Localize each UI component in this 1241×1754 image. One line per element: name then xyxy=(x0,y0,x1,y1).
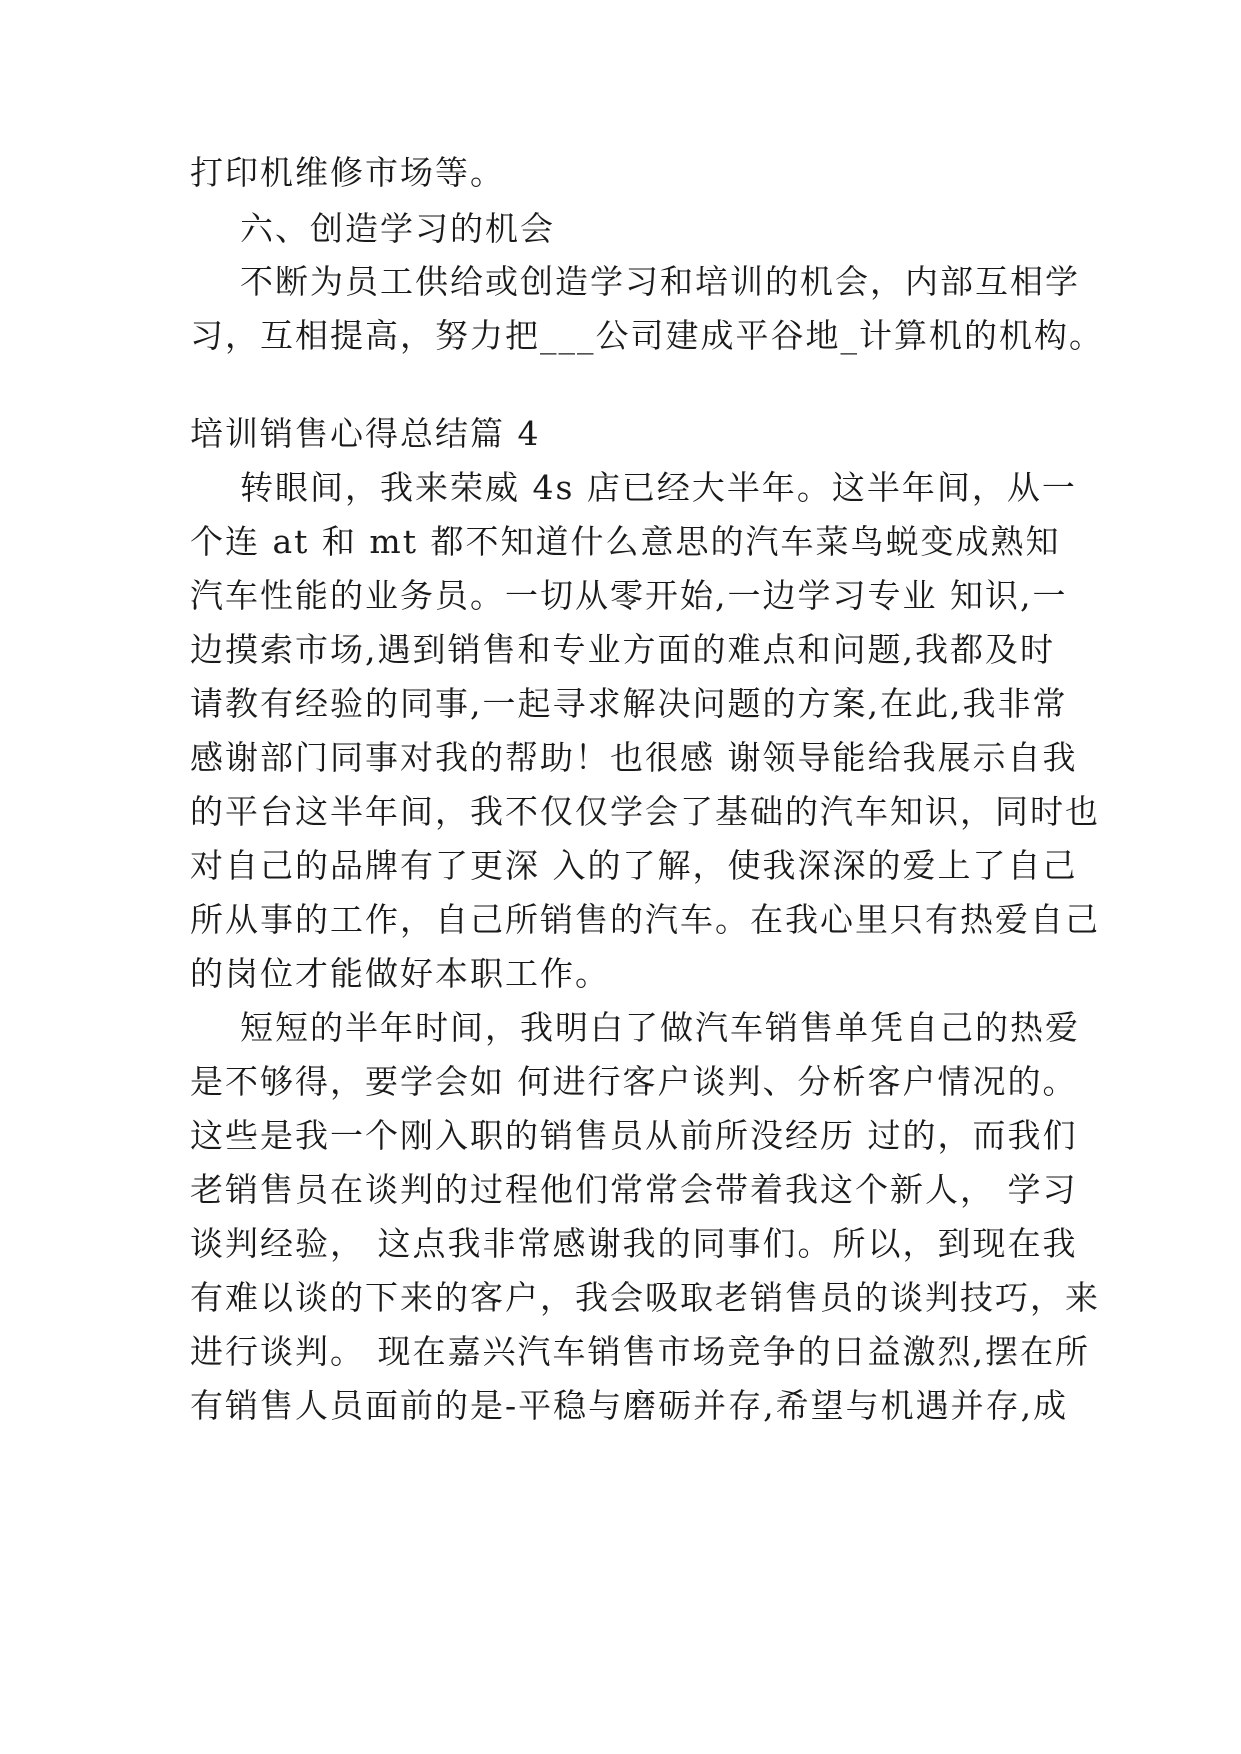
text-line: 感谢部门同事对我的帮助！也很感 谢领导能给我展示自我 xyxy=(190,738,1078,777)
section-heading: 六、创造学习的机会 xyxy=(190,209,555,248)
text-line: 不断为员工供给或创造学习和培训的机会，内部互相学 xyxy=(190,262,1080,301)
text-line: 有销售人员面前的是-平稳与磨砺并存,希望与机遇并存,成 xyxy=(190,1386,1069,1425)
text-line: 边摸索市场,遇到销售和专业方面的难点和问题,我都及时 xyxy=(190,630,1055,669)
article-title: 培训销售心得总结篇 4 xyxy=(190,414,541,453)
text-line: 的岗位才能做好本职工作。 xyxy=(190,954,610,993)
text-line: 习，互相提高，努力把___公司建成平谷地_计算机的机构。 xyxy=(190,316,1104,355)
text-line: 打印机维修市场等。 xyxy=(190,153,505,192)
text-line: 短短的半年时间，我明白了做汽车销售单凭自己的热爱 xyxy=(190,1008,1080,1047)
text-line: 汽车性能的业务员。一切从零开始,一边学习专业 知识,一 xyxy=(190,576,1068,615)
text-line: 的平台这半年间，我不仅仅学会了基础的汽车知识，同时也 xyxy=(190,792,1100,831)
text-line: 个连 at 和 mt 都不知道什么意思的汽车菜鸟蜕变成熟知 xyxy=(190,522,1061,561)
text-line: 谈判经验， 这点我非常感谢我的同事们。所以，到现在我 xyxy=(190,1224,1078,1263)
text-line: 转眼间，我来荣威 4s 店已经大半年。这半年间，从一 xyxy=(190,468,1077,507)
text-line: 有难以谈的下来的客户，我会吸取老销售员的谈判技巧，来 xyxy=(190,1278,1100,1317)
text-line: 请教有经验的同事,一起寻求解决问题的方案,在此,我非常 xyxy=(190,684,1068,723)
text-line: 进行谈判。 现在嘉兴汽车销售市场竞争的日益激烈,摆在所 xyxy=(190,1332,1090,1371)
text-line: 对自己的品牌有了更深 入的了解，使我深深的爱上了自己 xyxy=(190,846,1078,885)
text-line: 这些是我一个刚入职的销售员从前所没经历 过的，而我们 xyxy=(190,1116,1078,1155)
text-line: 老销售员在谈判的过程他们常常会带着我这个新人， 学习 xyxy=(190,1170,1078,1209)
text-line: 是不够得，要学会如 何进行客户谈判、分析客户情况的。 xyxy=(190,1062,1078,1101)
text-line: 所从事的工作，自己所销售的汽车。在我心里只有热爱自己 xyxy=(190,900,1100,939)
